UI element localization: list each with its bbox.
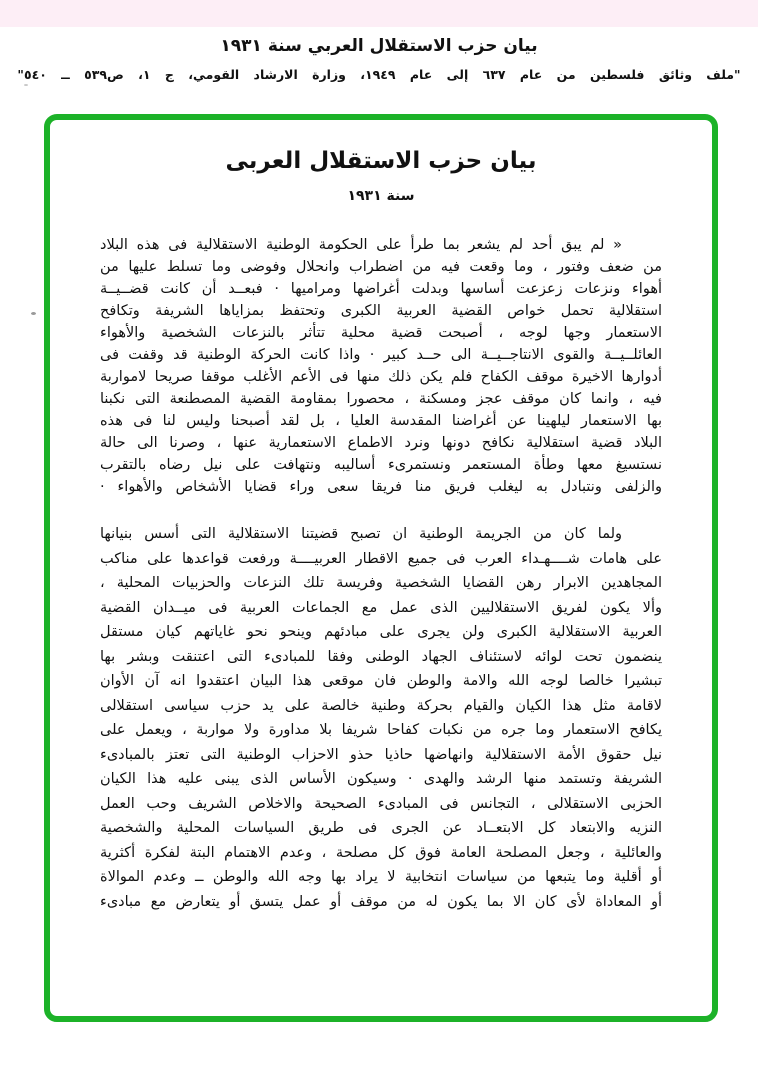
text-line: الحزبى الاستقلالى ، التجانس فى المبادىء الصحيحة والاخلاص الشريف وحب العمل [100, 795, 662, 812]
paragraph-2 [100, 522, 662, 914]
paragraph-1 [100, 234, 662, 498]
text-line: وألا يكون لفريق الاستقلاليين الذى عمل مع الجماعات العربية فى ميــدان القضية [100, 599, 662, 616]
document-green-frame [44, 114, 718, 1022]
text-line: أهواء ونزعات زعزعت أساسها وبدلت أغراضها ومراميها · فبعــد أن كانت قضــيــة [100, 281, 662, 297]
text-line: بها الاستعمار ليلهينا عن أغراضنا المقدسة العليا ، بل لقد أصبحنا وليس لنا فى هذه [100, 413, 662, 429]
text-line: والعائلية ، وجعل المصلحة العامة فوق كل مصلحة ، وعدم الاهتمام البتة لفكرة أكثرية [100, 844, 662, 861]
scan-speck [24, 84, 28, 86]
text-line: نيل حقوق الأمة الاستقلالية وانهاضها حاذيا حذو الاحزاب الوطنية التى تعتز بالمبادىء [100, 746, 662, 763]
top-pink-band [0, 0, 758, 27]
text-line: فيه ، وانما كان موقف عجز ومسكنة ، محصورا بمقاومة القضية المصطنعة التى نكبنا [100, 391, 662, 407]
text-line: الشريفة وتستمد منها الرشد والهدى · وسيكون الأساس الذى يبنى عليه هذا الكيان [100, 771, 662, 787]
text-line: لاقامة مثل هذا الكيان والقيام بحركة وطنية خالصة على يد حزب سياسى استقلالى [100, 697, 662, 714]
text-line: ينضمون تحت لوائه لاستئناف الجهاد الوطنى وفقا للمبادىء التى اعتنقت وبشر بها [100, 648, 662, 665]
text-line: على هامات شــــهـداء العرب فى جميع الاقطار العربيــــة ورفعت قواعدها على مناكب [100, 550, 662, 567]
text-line: من ضعف وفتور ، وما وقعت فيه من اضطراب وانحلال وفوضى وما تسلط عليها من [100, 259, 662, 275]
text-line: أدوارها الاخيرة موقف الكفاح فلم يكن ذلك منها فى الأعم الأغلب موقفا صريحا لامواربة [100, 369, 662, 385]
text-line: أو المعاداة لأى كان الا بما يكون له من موقف أو عمل يتسق أو يتعارض مع مبادىء [100, 893, 662, 910]
text-line: العربية الاستقلالية الكبرى ولن يجرى على مبادئهم وينحو نحو غاياتهم كيان مستقل [100, 624, 662, 640]
page-header-title: بيان حزب الاستقلال العربي سنة ١٩٣١ [220, 36, 538, 56]
text-line: الاستعمار وجها لوجه ، أصبحت قضية محلية تتأثر بالنزعات الشخصية والأهواء [100, 325, 662, 341]
text-line: نستسيغ معها وطأة المستعمر ونستمرىء أساليبه ونتهافت على نيل رضاه بالتقرب [100, 457, 662, 473]
text-line: أو أقلية وما يتبعها من سياسات انتخابية لا يراد بها وجه الله والوطن ــ وعدم الموالاة [100, 869, 662, 885]
text-line: والزلفى ونتبادل به ليغلب فريق منا فريقا سعى وراء قضايا الأشخاص والأهواء · [100, 479, 662, 495]
text-line: النزيه والابتعاد كل الابتعــاد عن الجرى فى طريق السياسات المحلية والشخصية [100, 820, 662, 836]
text-line: يكافح الاستعمار وما جره من نكبات كفاحا شريفا بلا مداورة ولا مواربة ، ويعمل على [100, 722, 662, 738]
text-line: استقلالية تحمل خواص القضية العربية الكبرى وتحتفظ بمزاياها الشريفة وتكافح [100, 303, 662, 319]
document-title: بيان حزب الاستقلال العربى [225, 148, 537, 174]
page-header [0, 36, 758, 82]
text-line: المجاهدين الابرار رهن القضايا الشخصية وفريسة تلك النزعات والحزبيات المحلية ، [100, 575, 662, 591]
text-line: « لم يبق أحد لم يشعر بما طرأ على الحكومة الوطنية الاستقلالية فى هذه البلاد [100, 237, 622, 253]
text-line: تبشيرا خالصا لوجه الله والامة والوطن فان موقعى هذا البيان اعتقدوا انه آن الأوان [100, 673, 662, 689]
text-line: العائلــيــة والقوى الانتاجــيــة الى حــد كبير · واذا كانت الحركة الوطنية قد وقفت فى [100, 347, 662, 363]
scan-speck [31, 312, 36, 315]
text-line: ولما كان من الجريمة الوطنية ان تصبح قضيتنا الاستقلالية التى أسس بنيانها [100, 526, 622, 542]
page-header-source-citation: "ملف وثائق فلسطين من عام ٦٣٧ إلى عام ١٩٤٩، وزارة الارشاد القومي، ج ١، ص٥٣٩ ــ ٥٤٠" [17, 67, 741, 82]
document-subtitle-year: سنة ١٩٣١ [347, 188, 415, 204]
text-line: البلاد قضية استقلالية نكافح دونها ونرد الاطماع الاستعمارية عنها ، وصرنا الى حالة [100, 435, 662, 451]
